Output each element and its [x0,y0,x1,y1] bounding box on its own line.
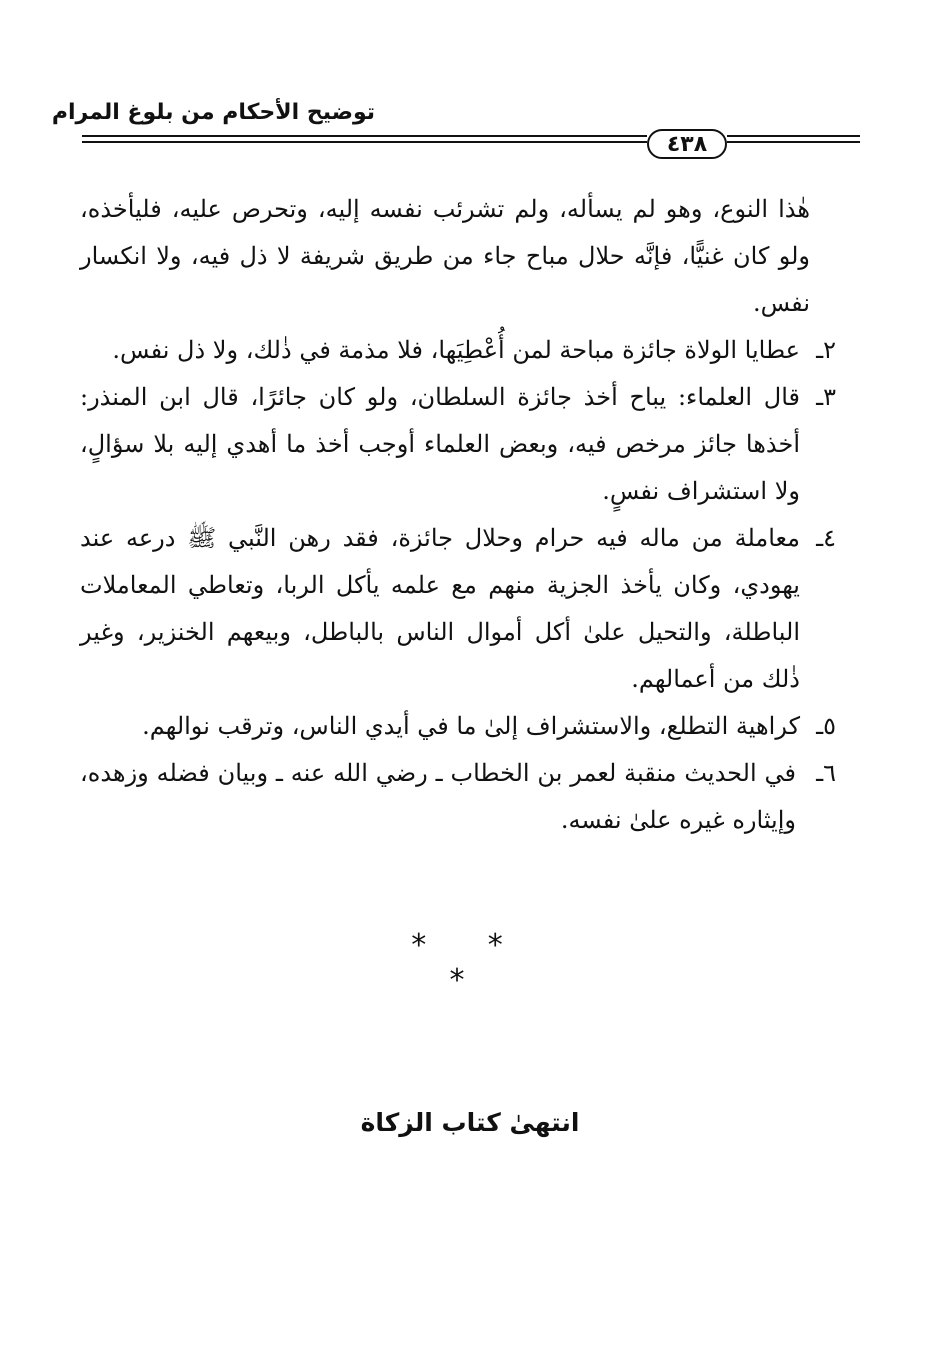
end-of-chapter-note: انتهىٰ كتاب الزكاة [360,1108,580,1137]
continuation-line: هٰذا النوع، وهو لم يسأله، ولم تشرئب نفسه إليه، وتحرص عليه، [171,195,810,223]
list-item [80,327,836,374]
running-header-title: توضيح الأحكام من بلوغ المرام [51,100,375,125]
list-item [80,750,836,844]
item-text: كراهية التطلع، والاستشراف إلىٰ ما في أيدي الناس، وترقب نوالهم. [142,712,800,740]
continuation-paragraph [80,186,836,327]
continuation-line: ولا انكسار نفس. [80,242,810,317]
item-text: في الحديث منقبة لعمر بن الخطاب ـ رضي الله عنه ـ وبيان فضله وزهده، وإيثاره غيره علىٰ نفسه. [80,759,796,834]
list-item [80,703,836,750]
page-body [80,186,836,844]
list-item [80,374,836,515]
item-text: معاملة من ماله فيه حرام وحلال جائزة، فقد رهن النَّبي ﷺ درعه عند يهودي، وكان يأخذ الجزية منهم مع علمه يأكل الربا، وتعاطي المعاملات الباطلة، والتحيل علىٰ أكل أموال الناس بالباطل، وبيعهم الخنزير، وغير ذٰلك من أعمالهم. [80,524,800,693]
section-separator: * * * [411,928,529,998]
continuation-line: فليأخذه، ولو كان غنيًّا، فإنَّه حلال مباح جاء من طريق شريفة لا ذل فيه، [80,195,810,270]
item-text: عطايا الولاة جائزة مباحة لمن أُعْطِيَها، فلا مذمة في ذٰلك، ولا ذل نفس. [112,336,800,364]
item-number: ٤ـ [816,524,836,552]
item-number: ٣ـ [816,383,836,411]
item-number: ٦ـ [816,759,836,787]
item-number: ٥ـ [816,712,836,740]
page-number: ٤٣٨ [647,129,727,159]
list-item [80,515,836,703]
header-rule [82,132,860,158]
item-number: ٢ـ [816,336,836,364]
item-text: قال العلماء: يباح أخذ جائزة السلطان، ولو كان جائرًا، قال ابن المنذر: أخذها جائز مرخص فيه، وبعض العلماء أوجب أخذ ما أهدي إليه بلا سؤالٍ، ولا استشراف نفسٍ. [80,383,800,505]
